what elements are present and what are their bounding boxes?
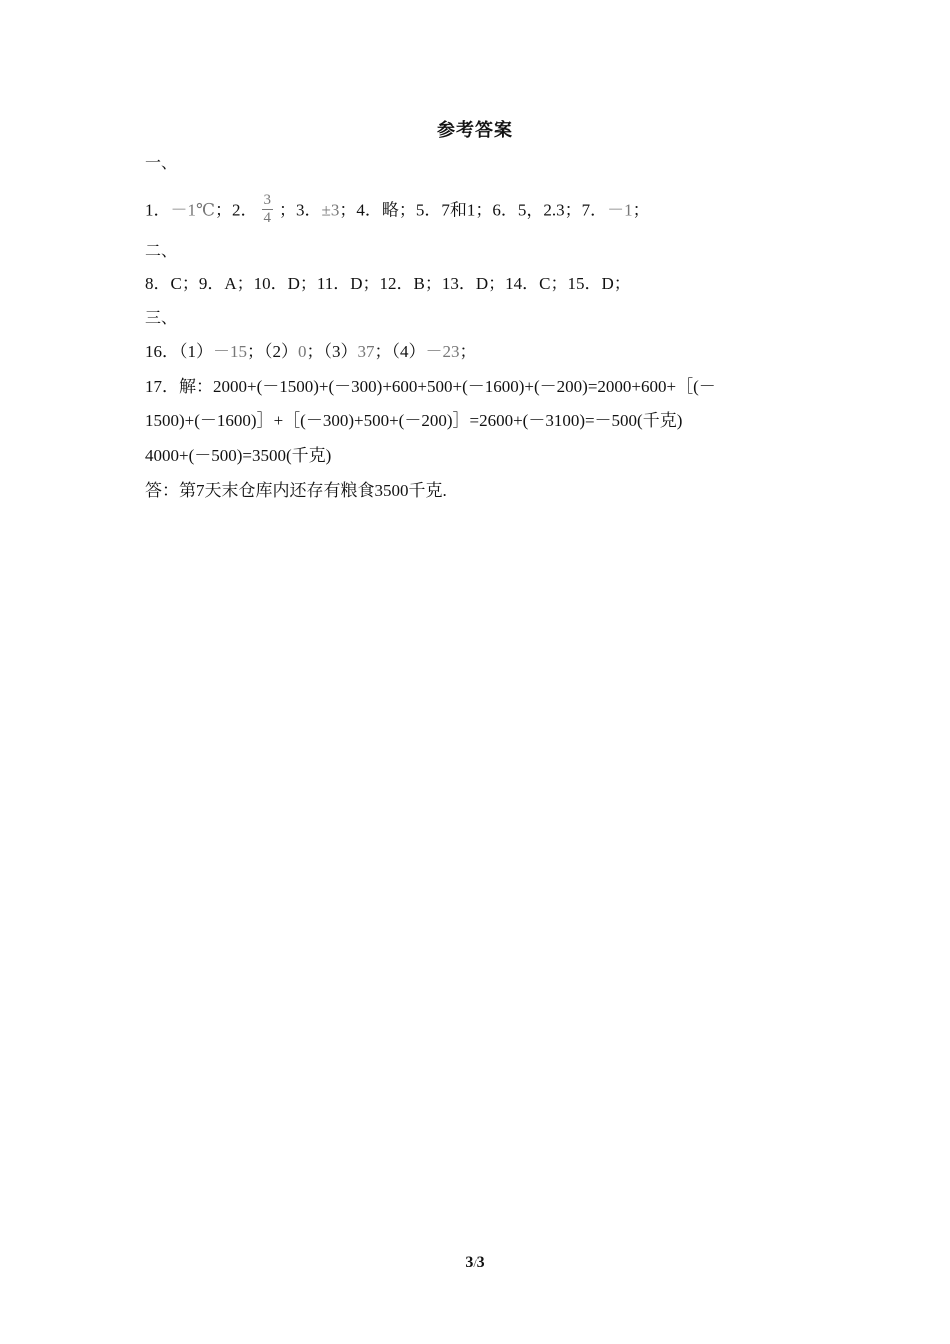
q17-answer-line: 答：第7天末仓库内还存有粮食3500千克.	[145, 481, 447, 500]
q3-number: 3．	[296, 200, 322, 220]
section-three-heading: 三、	[145, 308, 178, 327]
separator: ；	[398, 200, 416, 220]
q16-part1-label: （1）	[179, 342, 213, 361]
q16-number: 16．	[145, 342, 179, 361]
q7-answer: －1	[607, 200, 633, 220]
page-total: 3	[476, 1254, 485, 1271]
q16-part4-label: （4）	[391, 342, 426, 361]
separator: ；	[632, 200, 650, 220]
q2-number: 2．	[232, 200, 258, 220]
q16-part3-value: 37	[357, 342, 375, 361]
q17-solution-line-1: 17．解：2000+(－1500)+(－300)+600+500+(－1600)+(－200)=2000+600+［(－	[145, 377, 716, 396]
q1-answer: －1℃	[170, 200, 216, 220]
separator: ；	[459, 342, 477, 361]
separator: ；	[374, 342, 392, 361]
separator: ；	[339, 200, 357, 220]
fraction-denominator: 4	[263, 210, 272, 226]
separator: ；	[306, 342, 324, 361]
fraction-numerator: 3	[263, 192, 272, 208]
q16-part2-value: 0	[298, 342, 307, 361]
q6-number: 6．	[492, 200, 518, 220]
q16-part1-value: －15	[213, 342, 247, 361]
q16-part4-value: －23	[425, 342, 460, 361]
page-separator: /	[473, 1256, 477, 1270]
separator: ；	[279, 200, 297, 220]
q6-answer: 5，2.3	[517, 200, 565, 220]
page-number	[0, 1254, 950, 1272]
page-title: 参考答案	[437, 120, 513, 141]
section-one-heading: 一、	[145, 153, 178, 172]
q4-number: 4．	[356, 200, 382, 220]
q5-number: 5．	[415, 200, 442, 220]
q7-number: 7．	[581, 200, 608, 220]
separator: ；	[564, 200, 582, 220]
q3-answer: ±3	[321, 200, 340, 220]
q16-part2-label: （2）	[264, 342, 298, 361]
section-two-heading: 二、	[145, 241, 178, 260]
section-one-answers	[145, 194, 650, 229]
q16-part3-label: （3）	[323, 342, 358, 361]
q5-answer: 7和1	[441, 200, 476, 220]
q4-answer: 略	[381, 200, 399, 220]
separator: ；	[475, 200, 493, 220]
q17-solution-line-2: 1500)+(－1600)］+［(－300)+500+(－200)］=2600+(－3100)=－500(千克)	[145, 411, 683, 430]
page-current: 3	[465, 1254, 474, 1271]
separator: ；	[215, 200, 233, 220]
q1-number: 1．	[145, 200, 171, 220]
q17-solution-line-3: 4000+(－500)=3500(千克)	[145, 446, 332, 465]
q2-fraction	[262, 192, 274, 227]
q16-answers	[145, 341, 477, 363]
separator: ；	[247, 342, 264, 361]
section-two-answers: 8．C；9．A；10．D；11．D；12．B；13．D；14．C；15．D；	[145, 274, 631, 293]
